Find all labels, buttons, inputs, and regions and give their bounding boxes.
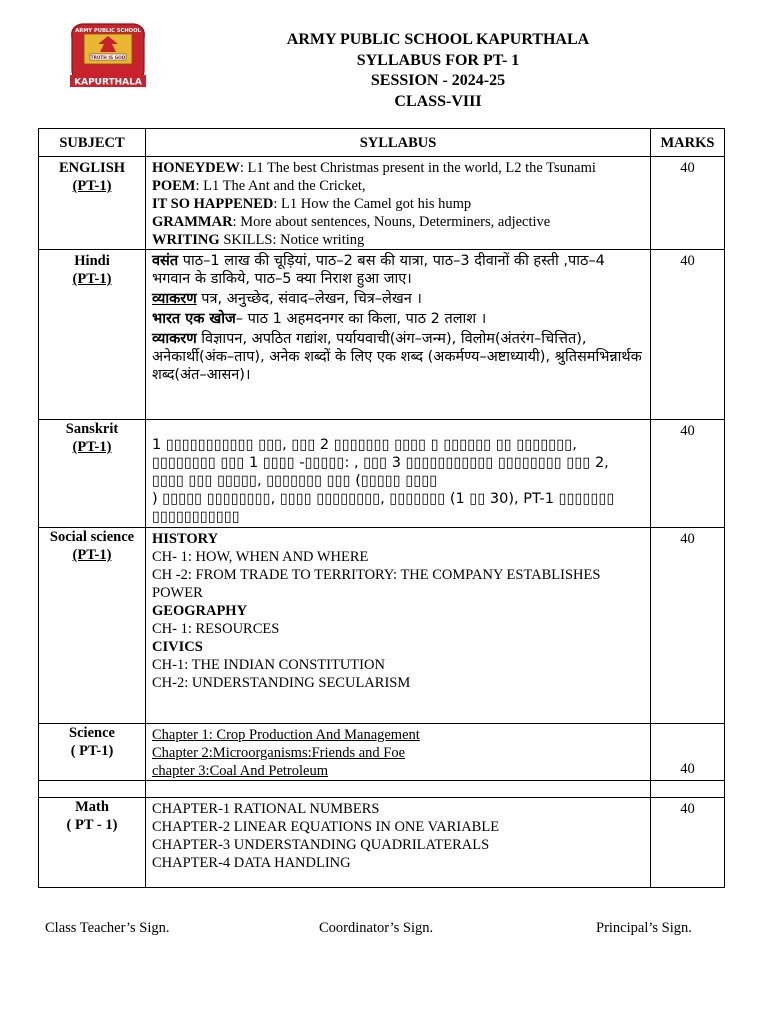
table-header-row: [39, 129, 725, 157]
subject-pt: (PT-1): [72, 271, 112, 287]
document-title: [160, 30, 716, 112]
subject-cell-hindi: [39, 250, 146, 420]
marks-header: MARKS: [651, 129, 725, 157]
hindi-vyakaran-text: पत्र, अनुच्छेद, संवाद–लेखन, चित्र–लेखन ।: [196, 291, 422, 307]
class-teacher-sign: Class Teacher’s Sign.: [45, 920, 170, 936]
hindi-vyakaran-label: व्याकरण: [152, 291, 197, 307]
social-geography-ch1: CH- 1: RESOURCES: [152, 621, 280, 637]
math-chapter-4: CHAPTER-4 DATA HANDLING: [152, 855, 351, 871]
table-row-sanskrit: [39, 420, 725, 528]
science-chapter-2: Chapter 2:Microorganisms:Friends and Foe: [152, 745, 406, 761]
sanskrit-line-2: ) ▯▯▯▯▯ ▯▯▯▯▯▯▯▯, ▯▯▯▯ ▯▯▯▯▯▯▯▯, ▯▯▯▯▯▯▯ (1 ▯▯ 30), PT-1 ▯▯▯▯▯▯▯ ▯▯▯▯▯▯▯▯▯▯▯: [152, 491, 615, 525]
subject-pt: (PT-1): [72, 547, 112, 563]
syllabus-cell-social-science: [146, 528, 651, 724]
syllabus-cell-english: [146, 157, 651, 250]
science-chapter-1: Chapter 1: Crop Production And Management: [152, 727, 420, 743]
syllabus-cell-sanskrit: [146, 420, 651, 528]
subject-cell-sanskrit: [39, 420, 146, 528]
subject-name: Social science: [49, 529, 135, 545]
syllabus-cell-hindi: [146, 250, 651, 420]
math-chapter-3: CHAPTER-3 UNDERSTANDING QUADRILATERALS: [152, 837, 490, 853]
sanskrit-line-1: 1 ▯▯▯▯▯▯▯▯▯▯▯ ▯▯▯, ▯▯▯ 2 ▯▯▯▯▯▯▯ ▯▯▯▯ ▯ ▯▯▯▯▯▯ ▯▯ ▯▯▯▯▯▯▯, ▯▯▯▯▯▯▯▯ ▯▯▯ 1 ▯▯▯▯ -▯▯▯▯▯: , ▯▯▯ 3 ▯▯▯▯▯▯▯▯▯▯▯ ▯▯▯▯▯▯▯▯ ▯▯▯ 2, ▯▯▯▯ ▯▯▯ ▯▯▯▯▯, ▯▯▯▯▯▯▯ ▯▯▯ (▯▯▯▯▯ ▯▯▯▯: [152, 437, 609, 489]
subject-header: SUBJECT: [39, 129, 146, 157]
syllabus-cell-science: [146, 724, 651, 781]
hindi-bharat-text: – पाठ 1 अहमदनगर का किला, पाठ 2 तलाश ।: [235, 311, 487, 327]
table-spacer-row: [39, 781, 725, 798]
logo-motto: TRUTH IS GOD: [90, 56, 126, 61]
coordinator-sign: Coordinator’s Sign.: [319, 920, 434, 936]
syllabus-cell-math: [146, 798, 651, 888]
english-honeydew-text: : L1 The best Christmas present in the world, L2 the Tsunami: [239, 160, 596, 176]
subject-name: Hindi: [74, 253, 110, 269]
english-grammar-label: GRAMMAR: [152, 214, 233, 230]
marks-cell-english: 40: [651, 157, 725, 250]
school-logo: [66, 20, 150, 90]
table-row-hindi: [39, 250, 725, 420]
hindi-bharat-label: भारत एक खोज: [152, 311, 236, 327]
table-row-english: [39, 157, 725, 250]
subject-cell-social-science: [39, 528, 146, 724]
social-history-heading: HISTORY: [152, 531, 219, 547]
english-writing-label: WRITING: [152, 232, 220, 248]
subject-name: Sanskrit: [65, 421, 119, 437]
syllabus-table: [38, 128, 725, 888]
hindi-vyakaran2-label: व्याकरण: [152, 331, 197, 347]
social-civics-ch2: CH-2: UNDERSTANDING SECULARISM: [152, 675, 411, 691]
social-civics-ch1: CH-1: THE INDIAN CONSTITUTION: [152, 657, 385, 673]
school-name: ARMY PUBLIC SCHOOL KAPURTHALA: [286, 31, 590, 48]
subject-cell-english: [39, 157, 146, 250]
table-row-science: [39, 724, 725, 781]
english-itsohappened-label: IT SO HAPPENED: [152, 196, 274, 212]
syllabus-header: SYLLABUS: [146, 129, 651, 157]
subject-pt: ( PT-1): [70, 743, 114, 759]
subject-name: Math: [75, 799, 109, 815]
english-poem-text: : L1 The Ant and the Cricket,: [195, 178, 366, 194]
table-row-math: [39, 798, 725, 888]
social-civics-heading: CIVICS: [152, 639, 203, 655]
english-itsohappened-text: : L1 How the Camel got his hump: [273, 196, 472, 212]
principal-sign: Principal’s Sign.: [596, 920, 692, 936]
subject-pt: ( PT - 1): [66, 817, 118, 833]
math-chapter-1: CHAPTER-1 RATIONAL NUMBERS: [152, 801, 380, 817]
marks-cell-math: 40: [651, 798, 725, 888]
subject-pt: (PT-1): [72, 178, 112, 194]
english-grammar-text: : More about sentences, Nouns, Determiners, adjective: [232, 214, 551, 230]
logo-text-top: ARMY PUBLIC SCHOOL: [75, 28, 141, 34]
science-chapter-3: chapter 3:Coal And Petroleum: [152, 763, 328, 779]
marks-cell-science: 40: [651, 724, 725, 781]
subject-cell-science: [39, 724, 146, 781]
social-history-ch2: CH -2: FROM TRADE TO TERRITORY: THE COMPANY ESTABLISHES POWER: [152, 567, 601, 601]
english-poem-label: POEM: [152, 178, 196, 194]
english-honeydew-label: HONEYDEW: [152, 160, 240, 176]
subject-pt: (PT-1): [72, 439, 112, 455]
social-geography-heading: GEOGRAPHY: [152, 603, 248, 619]
subject-name: Science: [69, 725, 115, 741]
class-label: CLASS-VIII: [394, 92, 482, 110]
hindi-vasant-label: वसंत: [152, 253, 179, 269]
hindi-vasant-text: पाठ–1 लाख की चूड़ियां, पाठ–2 बस की यात्रा, पाठ–3 दीवानों की हस्ती ,पाठ–4 भगवान के डाकिये, पाठ–5 क्या निराश हुआ जाए।: [152, 253, 605, 287]
hindi-vyakaran2-text: विज्ञापन, अपठित गद्यांश, पर्यायवाची(अंग–जन्म), विलोम(अंतरंग–चित्तित), अनेकार्थी(अंक–ताप), अनेक शब्दों के लिए एक शब्द (अकर्मण्य–अष्टाध्यायी), श्रुतिसमभिन्नार्थक शब्द(अंत–आसन)।: [152, 331, 642, 383]
marks-cell-social-science: 40: [651, 528, 725, 724]
english-writing-text: SKILLS: Notice writing: [219, 232, 365, 248]
marks-cell-hindi: 40: [651, 250, 725, 420]
social-history-ch1: CH- 1: HOW, WHEN AND WHERE: [152, 549, 369, 565]
syllabus-title: SYLLABUS FOR PT- 1: [356, 51, 520, 69]
logo-text-bottom: KAPURTHALA: [74, 77, 142, 88]
subject-cell-math: [39, 798, 146, 888]
subject-name: ENGLISH: [58, 160, 126, 176]
marks-cell-sanskrit: 40: [651, 420, 725, 528]
math-chapter-2: CHAPTER-2 LINEAR EQUATIONS IN ONE VARIABLE: [152, 819, 500, 835]
table-row-social-science: [39, 528, 725, 724]
session-label: SESSION - 2024-25: [370, 72, 506, 89]
